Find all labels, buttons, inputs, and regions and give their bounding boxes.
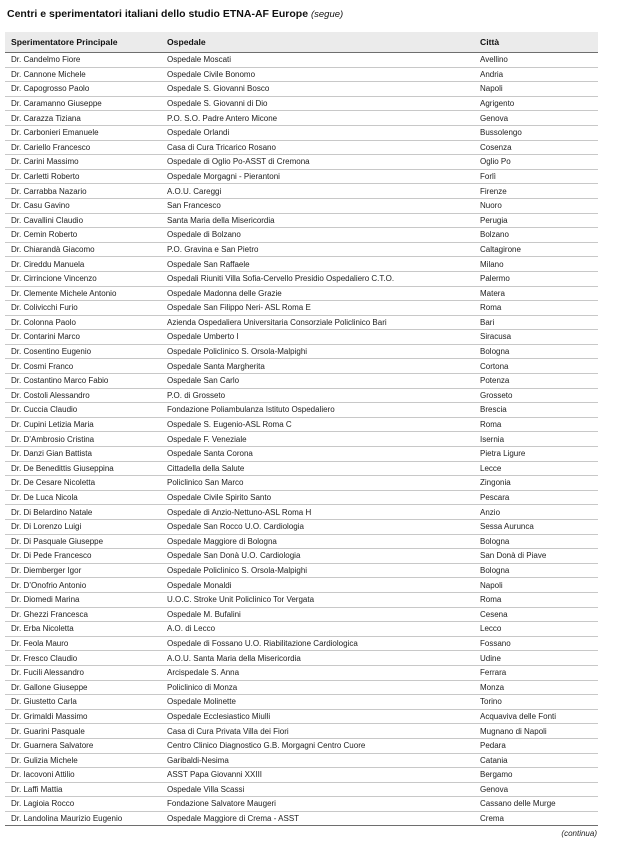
investigator-cell: Dr. Cavallini Claudio bbox=[11, 215, 84, 225]
investigator-cell: Dr. Di Belardino Natale bbox=[11, 507, 93, 517]
hospital-cell: Ospedale Maggiore di Crema - ASST bbox=[167, 814, 300, 824]
table-row bbox=[5, 695, 598, 710]
continued-note: (continua) bbox=[561, 829, 597, 838]
hospital-cell: Ospedale Morgagni - Pierantoni bbox=[167, 171, 280, 181]
hospital-cell: Policlinico San Marco bbox=[167, 478, 244, 488]
city-cell: Torino bbox=[480, 697, 502, 707]
hospital-cell: Ospedale Santa Margherita bbox=[167, 361, 265, 371]
city-cell: Milano bbox=[480, 259, 504, 269]
city-cell: Crema bbox=[480, 814, 505, 824]
city-cell: Sessa Aurunca bbox=[480, 522, 534, 532]
table-row bbox=[5, 141, 598, 156]
table-row bbox=[5, 564, 598, 579]
city-cell: Caltagirone bbox=[480, 244, 521, 254]
table-row bbox=[5, 768, 598, 783]
hospital-cell: ASST Papa Giovanni XXIII bbox=[167, 770, 263, 780]
city-cell: Catania bbox=[480, 755, 508, 765]
investigator-cell: Dr. Di Pede Francesco bbox=[11, 551, 92, 561]
hospital-cell: Ospedale Orlandi bbox=[167, 128, 230, 138]
city-cell: Avellino bbox=[480, 55, 508, 65]
hospital-cell: Ospedale San Carlo bbox=[167, 376, 240, 386]
table-row bbox=[5, 783, 598, 798]
hospital-cell: Ospedale di Bolzano bbox=[167, 230, 241, 240]
hospital-cell: San Francesco bbox=[167, 201, 221, 211]
investigator-cell: Dr. De Benedittis Giuseppina bbox=[11, 463, 114, 473]
table-bottom-rule bbox=[5, 825, 598, 826]
city-cell: Andria bbox=[480, 69, 504, 79]
table-row bbox=[5, 228, 598, 243]
city-cell: Pedara bbox=[480, 741, 506, 751]
investigator-cell: Dr. Cannone Michele bbox=[11, 69, 86, 79]
table-row bbox=[5, 374, 598, 389]
table-row bbox=[5, 243, 598, 258]
hospital-cell: Casa di Cura Tricarico Rosano bbox=[167, 142, 276, 152]
hospital-cell: Santa Maria della Misericordia bbox=[167, 215, 275, 225]
hospital-cell: A.O. di Lecco bbox=[167, 624, 216, 634]
table-body bbox=[5, 53, 598, 826]
city-cell: Roma bbox=[480, 303, 502, 313]
hospital-cell: Ospedale M. Bufalini bbox=[167, 609, 241, 619]
investigator-cell: Dr. Danzi Gian Battista bbox=[11, 449, 92, 459]
hospital-cell: Fondazione Poliambulanza Istituto Ospedaliero bbox=[167, 405, 335, 415]
city-cell: Cosenza bbox=[480, 142, 512, 152]
hospital-cell: Ospedale F. Veneziale bbox=[167, 434, 247, 444]
city-cell: Palermo bbox=[480, 274, 510, 284]
city-cell: Brescia bbox=[480, 405, 507, 415]
investigator-cell: Dr. Cosmi Franco bbox=[11, 361, 74, 371]
investigator-cell: Dr. Colonna Paolo bbox=[11, 317, 76, 327]
investigator-cell: Dr. D’Onofrio Antonio bbox=[11, 580, 87, 590]
investigator-cell: Dr. Diemberger Igor bbox=[11, 565, 82, 575]
investigator-cell: Dr. Iacovoni Attilio bbox=[11, 770, 75, 780]
investigator-cell: Dr. Diomedi Marina bbox=[11, 595, 80, 605]
table-row bbox=[5, 82, 598, 97]
hospital-cell: Policlinico di Monza bbox=[167, 682, 238, 692]
investigator-cell: Dr. Landolina Maurizio Eugenio bbox=[11, 814, 123, 824]
table-row bbox=[5, 345, 598, 360]
table-row bbox=[5, 126, 598, 141]
hospital-cell: A.O.U. Careggi bbox=[167, 186, 222, 196]
table-row bbox=[5, 622, 598, 637]
city-cell: Zingonia bbox=[480, 478, 511, 488]
table-row bbox=[5, 724, 598, 739]
investigator-cell: Dr. Cemin Roberto bbox=[11, 230, 78, 240]
investigator-cell: Dr. Erba Nicoletta bbox=[11, 624, 74, 634]
city-cell: Acquaviva delle Fonti bbox=[480, 711, 557, 721]
city-cell: Matera bbox=[480, 288, 505, 298]
city-cell: Firenze bbox=[480, 186, 507, 196]
city-cell: Bologna bbox=[480, 536, 510, 546]
table-row bbox=[5, 53, 598, 68]
table-row bbox=[5, 199, 598, 214]
hospital-cell: Ospedale Civile Bonomo bbox=[167, 69, 256, 79]
city-cell: Lecco bbox=[480, 624, 502, 634]
city-cell: Forlì bbox=[480, 171, 496, 181]
table-row bbox=[5, 97, 598, 112]
investigator-cell: Dr. Cupini Letizia Maria bbox=[11, 420, 94, 430]
investigator-cell: Dr. Carletti Roberto bbox=[11, 171, 80, 181]
city-cell: Bergamo bbox=[480, 770, 513, 780]
table-title bbox=[7, 8, 343, 20]
investigator-cell: Dr. Chiarandà Giacomo bbox=[11, 244, 95, 254]
table-row bbox=[5, 549, 598, 564]
table-row bbox=[5, 301, 598, 316]
hospital-cell: Casa di Cura Privata Villa dei Fiori bbox=[167, 726, 289, 736]
city-cell: Isernia bbox=[480, 434, 505, 444]
investigator-cell: Dr. Gulizia Michele bbox=[11, 755, 78, 765]
table-row bbox=[5, 520, 598, 535]
table-row bbox=[5, 68, 598, 83]
table-title-main: Centri e sperimentatori italiani dello studio ETNA-AF Europe bbox=[7, 8, 309, 20]
hospital-cell: Ospedale Umberto I bbox=[167, 332, 239, 342]
hospital-cell: Ospedale San Filippo Neri- ASL Roma E bbox=[167, 303, 311, 313]
investigator-cell: Dr. Clemente Michele Antonio bbox=[11, 288, 117, 298]
city-cell: Napoli bbox=[480, 580, 503, 590]
table-row bbox=[5, 418, 598, 433]
investigator-cell: Dr. Cariello Francesco bbox=[11, 142, 91, 152]
investigator-cell: Dr. Feola Mauro bbox=[11, 638, 69, 648]
city-cell: San Donà di Piave bbox=[480, 551, 547, 561]
hospital-cell: Arcispedale S. Anna bbox=[167, 668, 240, 678]
city-cell: Monza bbox=[480, 682, 505, 692]
hospital-cell: Ospedale Moscati bbox=[167, 55, 232, 65]
city-cell: Cortona bbox=[480, 361, 509, 371]
city-cell: Bolzano bbox=[480, 230, 509, 240]
city-cell: Pescara bbox=[480, 493, 510, 502]
table-row bbox=[5, 170, 598, 185]
city-cell: Genova bbox=[480, 784, 509, 794]
city-cell: Lecce bbox=[480, 463, 502, 473]
city-cell: Agrigento bbox=[480, 98, 515, 108]
investigator-cell: Dr. Carazza Tiziana bbox=[11, 113, 81, 123]
investigator-cell: Dr. Carini Massimo bbox=[11, 157, 79, 167]
investigator-cell: Dr. D’Ambrosio Cristina bbox=[11, 434, 95, 444]
table-row bbox=[5, 797, 598, 812]
column-header-hospital: Ospedale bbox=[167, 37, 206, 47]
investigator-cell: Dr. Cirrincione Vincenzo bbox=[11, 274, 97, 284]
table-row bbox=[5, 666, 598, 681]
city-cell: Roma bbox=[480, 595, 502, 605]
investigator-cell: Dr. Grimaldi Massimo bbox=[11, 711, 88, 721]
investigator-cell: Dr. Costoli Alessandro bbox=[11, 390, 90, 400]
hospital-cell: Centro Clinico Diagnostico G.B. Morgagni Centro Cuore bbox=[167, 741, 366, 751]
city-cell: Pietra Ligure bbox=[480, 449, 526, 459]
investigator-cell: Dr. Di Lorenzo Luigi bbox=[11, 522, 82, 532]
hospital-cell: Cittadella della Salute bbox=[167, 463, 245, 473]
hospital-cell: P.O. S.O. Padre Antero Micone bbox=[167, 113, 278, 123]
city-cell: Cesena bbox=[480, 609, 508, 619]
investigator-cell: Dr. Ghezzi Francesca bbox=[11, 609, 88, 619]
city-cell: Bologna bbox=[480, 565, 510, 575]
investigator-cell: Dr. Giustetto Carla bbox=[11, 697, 77, 707]
investigator-cell: Dr. Fresco Claudio bbox=[11, 653, 78, 663]
hospital-cell: Ospedale di Anzio-Nettuno-ASL Roma H bbox=[167, 507, 312, 517]
hospital-cell: Ospedale Ecclesiastico Miulli bbox=[167, 711, 271, 721]
hospital-cell: Ospedali Riuniti Villa Sofia-Cervello Presidio Ospedaliero C.T.O. bbox=[167, 274, 395, 284]
hospital-cell: Ospedale S. Giovanni Bosco bbox=[167, 84, 270, 94]
hospital-cell: Ospedale Monaldi bbox=[167, 580, 232, 590]
investigator-cell: Dr. Casu Gavino bbox=[11, 201, 70, 211]
table-row bbox=[5, 681, 598, 696]
hospital-cell: U.O.C. Stroke Unit Policlinico Tor Vergata bbox=[167, 595, 315, 605]
hospital-cell: P.O. di Grosseto bbox=[167, 390, 226, 400]
table-row bbox=[5, 462, 598, 477]
investigator-cell: Dr. Guarnera Salvatore bbox=[11, 741, 94, 751]
city-cell: Anzio bbox=[480, 507, 501, 517]
table-row bbox=[5, 257, 598, 272]
investigator-cell: Dr. Carbonieri Emanuele bbox=[11, 128, 99, 138]
hospital-cell: Ospedale Policlinico S. Orsola-Malpighi bbox=[167, 565, 308, 575]
investigator-cell: Dr. Caramanno Giuseppe bbox=[11, 98, 102, 108]
table-row bbox=[5, 184, 598, 199]
hospital-cell: Ospedale di Oglio Po-ASST di Cremona bbox=[167, 157, 310, 167]
table-row bbox=[5, 593, 598, 608]
table-row bbox=[5, 476, 598, 491]
investigator-cell: Dr. Cireddu Manuela bbox=[11, 259, 85, 269]
investigator-cell: Dr. Gallone Giuseppe bbox=[11, 682, 88, 692]
city-cell: Fossano bbox=[480, 638, 511, 648]
table-row bbox=[5, 389, 598, 404]
table-row bbox=[5, 447, 598, 462]
hospital-cell: Garibaldi-Nesima bbox=[167, 755, 229, 765]
city-cell: Siracusa bbox=[480, 332, 512, 342]
hospital-cell: Ospedale Molinette bbox=[167, 697, 236, 707]
table-row bbox=[5, 111, 598, 126]
city-cell: Roma bbox=[480, 420, 502, 430]
hospital-cell: Fondazione Salvatore Maugeri bbox=[167, 799, 276, 809]
column-header-investigator: Sperimentatore Principale bbox=[11, 37, 118, 47]
investigator-cell: Dr. Lagioia Rocco bbox=[11, 799, 75, 809]
hospital-cell: Ospedale San Donà U.O. Cardiologia bbox=[167, 551, 301, 561]
investigator-cell: Dr. De Luca Nicola bbox=[11, 493, 78, 502]
table-row bbox=[5, 432, 598, 447]
investigator-cell: Dr. Costantino Marco Fabio bbox=[11, 376, 109, 386]
city-cell: Ferrara bbox=[480, 668, 507, 678]
city-cell: Udine bbox=[480, 653, 501, 663]
city-cell: Oglio Po bbox=[480, 157, 511, 167]
city-cell: Grosseto bbox=[480, 390, 513, 400]
city-cell: Napoli bbox=[480, 84, 503, 94]
investigator-cell: Dr. Cosentino Eugenio bbox=[11, 347, 92, 357]
hospital-cell: Ospedale San Rocco U.O. Cardiologia bbox=[167, 522, 304, 532]
investigator-cell: Dr. Laffi Mattia bbox=[11, 784, 63, 794]
hospital-cell: Ospedale Policlinico S. Orsola-Malpighi bbox=[167, 347, 308, 357]
table-title-suffix: (segue) bbox=[310, 9, 344, 20]
investigator-cell: Dr. Contarini Marco bbox=[11, 332, 80, 342]
investigator-cell: Dr. Carrabba Nazario bbox=[11, 186, 87, 196]
investigator-cell: Dr. Fucili Alessandro bbox=[11, 668, 84, 678]
city-cell: Genova bbox=[480, 113, 509, 123]
table-row bbox=[5, 403, 598, 418]
hospital-cell: P.O. Gravina e San Pietro bbox=[167, 244, 259, 254]
table-row bbox=[5, 651, 598, 666]
investigator-cell: Dr. Capogrosso Paolo bbox=[11, 84, 90, 94]
investigator-cell: Dr. Guarini Pasquale bbox=[11, 726, 85, 736]
table-row bbox=[5, 316, 598, 331]
table-row bbox=[5, 491, 598, 506]
table-row bbox=[5, 578, 598, 593]
table-row bbox=[5, 330, 598, 345]
city-cell: Bologna bbox=[480, 347, 510, 357]
hospital-cell: A.O.U. Santa Maria della Misericordia bbox=[167, 653, 301, 663]
investigator-cell: Dr. Candelmo Fiore bbox=[11, 55, 81, 65]
column-header-city: Città bbox=[480, 37, 500, 47]
city-cell: Mugnano di Napoli bbox=[480, 726, 547, 736]
hospital-cell: Ospedale Santa Corona bbox=[167, 449, 253, 459]
table-row bbox=[5, 637, 598, 652]
table-row bbox=[5, 359, 598, 374]
investigator-cell: Dr. Cuccia Claudio bbox=[11, 405, 78, 415]
city-cell: Bussolengo bbox=[480, 128, 522, 138]
table-row bbox=[5, 287, 598, 302]
hospital-cell: Ospedale Madonna delle Grazie bbox=[167, 288, 282, 298]
city-cell: Perugia bbox=[480, 215, 508, 225]
hospital-cell: Ospedale S. Giovanni di Dio bbox=[167, 98, 268, 108]
table-row bbox=[5, 739, 598, 754]
table-row bbox=[5, 505, 598, 520]
table-row bbox=[5, 710, 598, 725]
hospital-cell: Ospedale Villa Scassi bbox=[167, 784, 245, 794]
hospital-cell: Ospedale San Raffaele bbox=[167, 259, 250, 269]
hospital-cell: Ospedale di Fossano U.O. Riabilitazione Cardiologica bbox=[167, 638, 358, 648]
hospital-cell: Ospedale Maggiore di Bologna bbox=[167, 536, 277, 546]
investigator-cell: Dr. De Cesare Nicoletta bbox=[11, 478, 96, 488]
city-cell: Bari bbox=[480, 317, 495, 327]
table-row bbox=[5, 535, 598, 550]
hospital-cell: Azienda Ospedaliera Universitaria Consorziale Policlinico Bari bbox=[167, 317, 387, 327]
table-row bbox=[5, 155, 598, 170]
hospital-cell: Ospedale Civile Spirito Santo bbox=[167, 493, 272, 502]
table-row bbox=[5, 754, 598, 769]
city-cell: Potenza bbox=[480, 376, 510, 386]
investigator-cell: Dr. Di Pasquale Giuseppe bbox=[11, 536, 104, 546]
table-row bbox=[5, 608, 598, 623]
table-row bbox=[5, 272, 598, 287]
investigator-cell: Dr. Colivicchi Furio bbox=[11, 303, 78, 313]
hospital-cell: Ospedale S. Eugenio-ASL Roma C bbox=[167, 420, 292, 430]
city-cell: Cassano delle Murge bbox=[480, 799, 556, 809]
city-cell: Nuoro bbox=[480, 201, 502, 211]
table-row bbox=[5, 214, 598, 229]
